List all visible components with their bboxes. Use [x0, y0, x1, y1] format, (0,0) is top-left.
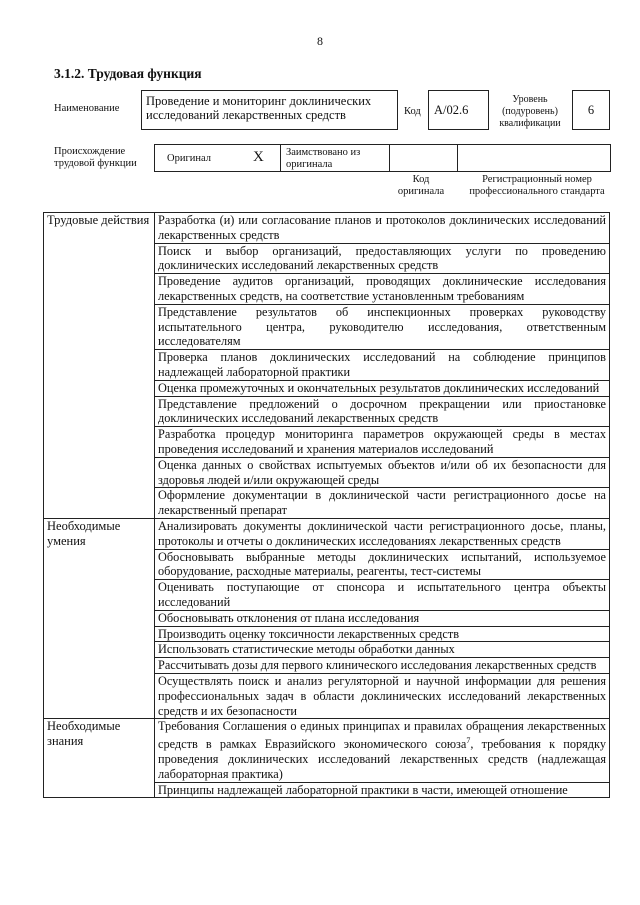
- category-cell: Трудовые действия: [44, 213, 155, 519]
- level-value: 6: [572, 90, 610, 130]
- item-cell: Обосновывать отклонения от плана исследования: [155, 610, 610, 626]
- item-cell: Проверка планов доклинических исследований на соблюдение принципов надлежащей лабораторной практики: [155, 350, 610, 381]
- origin-label: Происхождение трудовой функции: [54, 146, 137, 169]
- original-label: Оригинал: [167, 153, 211, 164]
- item-cell: Обосновывать выбранные методы доклинических испытаний, используемое оборудование, расходные материалы, реагенты, тест-системы: [155, 549, 610, 580]
- reg-number-caption: Регистрационный номер профессионального стандарта: [469, 174, 605, 197]
- item-cell: Рассчитывать дозы для первого клинического исследования лекарственных средств: [155, 658, 610, 674]
- name-label: Наименование: [54, 103, 120, 114]
- page-number: 8: [317, 34, 323, 48]
- item-cell: Представление предложений о досрочном прекращении или приостановке доклинических исследований лекарственных средств: [155, 396, 610, 427]
- item-cell: Требования Соглашения о единых принципах и правилах обращения лекарственных средств в рамках Евразийского экономического союза$^7$, требования к порядку проведения доклинических исследований лекарственных средств (надлежащая лабораторная практика): [155, 719, 610, 782]
- level-label: Уровень (подуровень) квалификации: [499, 94, 561, 129]
- category-cell: Необходимые знания: [44, 719, 155, 798]
- category-cell: Необходимые умения: [44, 518, 155, 718]
- item-cell: Представление результатов об инспекционных проверках руководству испытательного центра, руководителю исследования, ответственным исследователям: [155, 304, 610, 349]
- item-cell: Оценка данных о свойствах испытуемых объектов и/или об их безопасности для здоровья людей и/или окружающей среды: [155, 457, 610, 488]
- item-cell: Проведение аудитов организаций, проводящих доклинические исследования лекарственных средств, на соответствие установленным требованиям: [155, 274, 610, 305]
- borrowed-label: Заимствовано из оригинала: [286, 147, 361, 170]
- item-cell: Поиск и выбор организаций, предоставляющих услуги по проведению доклинических исследований лекарственных средств: [155, 243, 610, 274]
- code-value: А/02.6: [428, 90, 489, 130]
- divider: [389, 144, 390, 172]
- divider: [457, 144, 458, 172]
- original-mark: X: [253, 149, 264, 165]
- item-cell: Разработка процедур мониторинга параметров окружающей среды в местах проведения исследований и хранения материалов исследований: [155, 427, 610, 458]
- table-row: [44, 719, 610, 782]
- footnote-mark: 7: [466, 736, 471, 746]
- table-row: [44, 213, 610, 244]
- table-row: [44, 518, 610, 549]
- origin-row: [154, 144, 611, 172]
- functions-table: [43, 212, 610, 798]
- divider: [280, 144, 281, 172]
- item-cell: Оценивать поступающие от спонсора и испытательного центра объекты исследований: [155, 580, 610, 611]
- item-cell: Осуществлять поиск и анализ регуляторной и научной информации для решения профессиональных задач в области доклинических исследований лекарственных средств и их безопасности: [155, 673, 610, 718]
- code-original-caption: Код оригинала: [397, 174, 445, 197]
- item-cell: Использовать статистические методы обработки данных: [155, 642, 610, 658]
- section-title: 3.1.2. Трудовая функция: [54, 66, 202, 81]
- item-cell: Производить оценку токсичности лекарственных средств: [155, 626, 610, 642]
- item-cell: Разработка (и) или согласование планов и протоколов доклинических исследований лекарственных средств: [155, 213, 610, 244]
- item-cell: Принципы надлежащей лабораторной практики в части, имеющей отношение: [155, 782, 610, 798]
- item-cell: Анализировать документы доклинической части регистрационного досье, планы, протоколы и отчеты о доклинических исследованиях лекарственных средств: [155, 518, 610, 549]
- name-value: Проведение и мониторинг доклинических исследований лекарственных средств: [141, 90, 398, 130]
- item-cell: Оформление документации в доклинической части регистрационного досье на лекарственный препарат: [155, 488, 610, 519]
- code-label: Код: [404, 106, 421, 117]
- item-cell: Оценка промежуточных и окончательных результатов доклинических исследований: [155, 380, 610, 396]
